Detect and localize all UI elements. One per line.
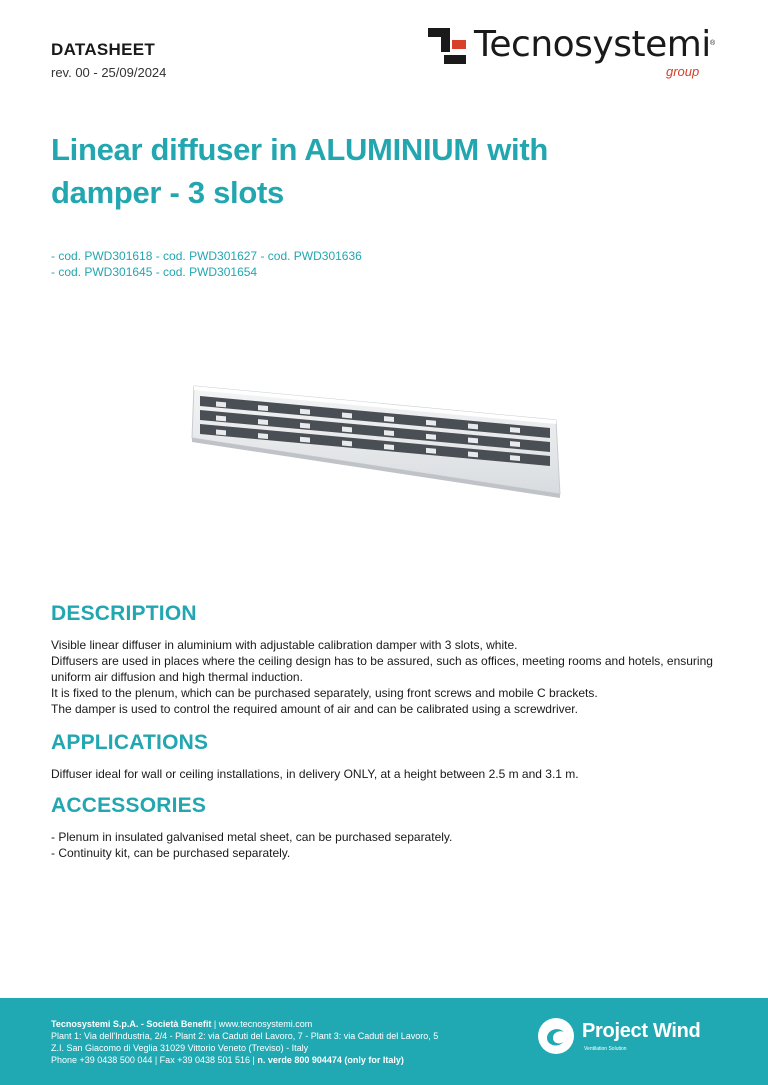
plants-line: Plant 1: Via dell'Industria, 2/4 - Plant 2: via Caduti del Lavoro, 7 - Plant 3: via Caduti del Lavoro, 5 — [51, 1031, 439, 1041]
applications-line: Diffuser ideal for wall or ceiling installations, in delivery ONLY, at a height between 2.5 m and 3.1 m. — [51, 767, 579, 781]
title-line: damper - 3 slots — [51, 175, 284, 210]
accessories-text — [51, 829, 731, 861]
project-wind-name: Project Wind — [582, 1020, 701, 1042]
accessories-heading: ACCESSORIES — [51, 794, 207, 817]
page-footer — [0, 998, 768, 1085]
linear-diffuser-image — [188, 378, 568, 500]
code-line: - cod. PWD301645 - cod. PWD301654 — [51, 265, 258, 279]
doc-type-label: DATASHEET — [51, 40, 156, 59]
logo-subtitle: group — [666, 64, 700, 79]
phone-fax: Phone +39 0438 500 044 | Fax +39 0438 501 516 | — [51, 1055, 258, 1065]
logo-wordmark: Tecnosystemi — [474, 24, 711, 65]
project-wind-logo — [538, 1018, 738, 1062]
logo-registered-mark: ® — [710, 40, 716, 47]
project-wind-tagline: Ventilation Solution — [584, 1046, 627, 1052]
description-line: The damper is used to control the required amount of air and can be calibrated using a screwdriver. — [51, 702, 578, 716]
toll-free-number: n. verde 800 904474 (only for Italy) — [257, 1055, 404, 1065]
company-website[interactable]: | www.tecnosystemi.com — [211, 1019, 313, 1029]
code-line: - cod. PWD301618 - cod. PWD301627 - cod. PWD301636 — [51, 249, 362, 263]
accessories-line: - Plenum in insulated galvanised metal sheet, can be purchased separately. — [51, 830, 453, 844]
tecnosystemi-logo — [428, 26, 728, 84]
description-line: Diffusers are used in places where the ceiling design has to be assured, such as offices, meeting rooms and hotels, ensuring uniform air diffusion and high thermal induction. — [51, 654, 713, 684]
wind-swirl-icon — [538, 1018, 574, 1054]
accessories-line: - Continuity kit, can be purchased separately. — [51, 846, 291, 860]
description-line: Visible linear diffuser in aluminium with adjustable calibration damper with 3 slots, white. — [51, 638, 518, 652]
applications-heading: APPLICATIONS — [51, 731, 209, 754]
title-line: Linear diffuser in ALUMINIUM with — [51, 132, 548, 167]
description-heading: DESCRIPTION — [51, 602, 197, 625]
project-wind-mark-icon — [538, 1018, 574, 1054]
product-codes — [51, 248, 362, 280]
tecnosystemi-mark-icon — [428, 28, 466, 66]
address-line: Z.I. San Giacomo di Veglia 31029 Vittorio Veneto (Treviso) - Italy — [51, 1043, 309, 1053]
description-line: It is fixed to the plenum, which can be purchased separately, using front screws and mobile C brackets. — [51, 686, 598, 700]
company-name: Tecnosystemi S.p.A. - Società Benefit — [51, 1019, 212, 1029]
company-info — [51, 1018, 438, 1066]
page-title — [51, 128, 671, 214]
contact-line — [51, 1054, 438, 1066]
company-line — [51, 1018, 438, 1030]
revision-date: rev. 00 - 25/09/2024 — [51, 65, 167, 80]
description-text — [51, 637, 731, 717]
applications-text — [51, 766, 731, 782]
